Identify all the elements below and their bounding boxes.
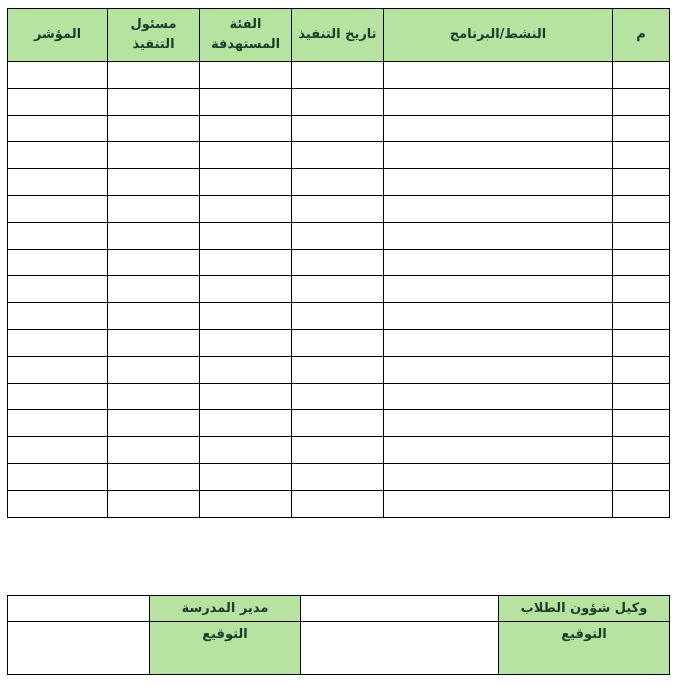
signature-table [7,595,670,675]
cell-number[interactable] [613,276,670,303]
cell-activity[interactable] [384,62,613,89]
cell-responsible[interactable] [108,115,200,142]
student-affairs-signature-cell[interactable] [301,622,499,675]
table-row [8,383,670,410]
table-row [8,249,670,276]
cell-responsible[interactable] [108,169,200,196]
cell-number[interactable] [613,169,670,196]
header-responsible [108,9,200,62]
table-row [8,142,670,169]
table-row [8,490,670,517]
cell-target-group[interactable] [200,195,292,222]
cell-indicator[interactable] [8,410,108,437]
cell-indicator[interactable] [8,329,108,356]
table-row [8,62,670,89]
cell-responsible[interactable] [108,437,200,464]
cell-indicator[interactable] [8,115,108,142]
cell-activity[interactable] [384,356,613,383]
cell-target-group[interactable] [200,356,292,383]
principal-signature-cell[interactable] [8,622,150,675]
cell-execution-date[interactable] [292,329,384,356]
cell-indicator[interactable] [8,62,108,89]
cell-execution-date[interactable] [292,249,384,276]
header-responsible-line1: مسئول [130,17,177,32]
cell-indicator[interactable] [8,383,108,410]
cell-target-group[interactable] [200,329,292,356]
table-row [8,356,670,383]
cell-execution-date[interactable] [292,222,384,249]
cell-indicator[interactable] [8,276,108,303]
table-row [8,437,670,464]
cell-execution-date[interactable] [292,463,384,490]
cell-number[interactable] [613,437,670,464]
cell-activity[interactable] [384,410,613,437]
cell-indicator[interactable] [8,169,108,196]
header-target-line1: الفئة [229,17,262,32]
cell-target-group[interactable] [200,222,292,249]
cell-activity[interactable] [384,276,613,303]
cell-number[interactable] [613,490,670,517]
cell-execution-date[interactable] [292,169,384,196]
cell-number[interactable] [613,115,670,142]
cell-number[interactable] [613,410,670,437]
cell-target-group[interactable] [200,249,292,276]
cell-activity[interactable] [384,437,613,464]
cell-target-group[interactable] [200,62,292,89]
cell-responsible[interactable] [108,88,200,115]
cell-activity[interactable] [384,490,613,517]
cell-responsible[interactable] [108,490,200,517]
cell-activity[interactable] [384,383,613,410]
cell-number[interactable] [613,222,670,249]
header-number: م [613,9,670,62]
cell-activity[interactable] [384,463,613,490]
table-row [8,303,670,330]
student-affairs-signature-label: التوقيع [499,622,670,675]
cell-activity[interactable] [384,303,613,330]
cell-indicator[interactable] [8,356,108,383]
cell-execution-date[interactable] [292,115,384,142]
cell-execution-date[interactable] [292,303,384,330]
cell-execution-date[interactable] [292,142,384,169]
cell-activity[interactable] [384,249,613,276]
cell-number[interactable] [613,463,670,490]
cell-target-group[interactable] [200,437,292,464]
cell-responsible[interactable] [108,142,200,169]
cell-responsible[interactable] [108,62,200,89]
cell-activity[interactable] [384,142,613,169]
cell-number[interactable] [613,356,670,383]
cell-activity[interactable] [384,169,613,196]
table-row [8,329,670,356]
table-row [8,169,670,196]
cell-execution-date[interactable] [292,410,384,437]
cell-target-group[interactable] [200,463,292,490]
header-activity: النشط/البرنامج [384,9,613,62]
signature-row [8,622,670,675]
cell-target-group[interactable] [200,490,292,517]
cell-activity[interactable] [384,222,613,249]
cell-responsible[interactable] [108,463,200,490]
cell-execution-date[interactable] [292,490,384,517]
student-affairs-title: وكيل شؤون الطلاب [499,596,670,622]
header-target-line2: المستهدفة [210,37,281,52]
cell-indicator[interactable] [8,88,108,115]
table-row [8,195,670,222]
table-row [8,222,670,249]
cell-activity[interactable] [384,195,613,222]
cell-number[interactable] [613,62,670,89]
cell-number[interactable] [613,383,670,410]
cell-number[interactable] [613,142,670,169]
cell-target-group[interactable] [200,88,292,115]
student-affairs-name-cell[interactable] [301,596,499,622]
table-row [8,410,670,437]
cell-responsible[interactable] [108,249,200,276]
cell-target-group[interactable] [200,169,292,196]
cell-responsible[interactable] [108,276,200,303]
cell-indicator[interactable] [8,463,108,490]
plan-table-body [8,62,670,518]
table-row [8,276,670,303]
principal-name-cell[interactable] [8,596,150,622]
cell-execution-date[interactable] [292,356,384,383]
cell-responsible[interactable] [108,383,200,410]
table-row [8,115,670,142]
cell-responsible[interactable] [108,329,200,356]
cell-indicator[interactable] [8,437,108,464]
cell-execution-date[interactable] [292,62,384,89]
cell-number[interactable] [613,88,670,115]
cell-number[interactable] [613,195,670,222]
cell-indicator[interactable] [8,490,108,517]
cell-target-group[interactable] [200,115,292,142]
header-responsible-line2: التنفيذ [132,37,175,52]
cell-execution-date[interactable] [292,276,384,303]
cell-indicator[interactable] [8,222,108,249]
header-indicator: المؤشر [8,9,108,62]
cell-responsible[interactable] [108,222,200,249]
cell-activity[interactable] [384,88,613,115]
cell-indicator[interactable] [8,303,108,330]
cell-target-group[interactable] [200,383,292,410]
cell-responsible[interactable] [108,410,200,437]
cell-indicator[interactable] [8,195,108,222]
header-execution-date: تاريخ التنفيذ [292,9,384,62]
table-row [8,463,670,490]
cell-execution-date[interactable] [292,437,384,464]
cell-execution-date[interactable] [292,383,384,410]
cell-execution-date[interactable] [292,195,384,222]
principal-signature-label: التوقيع [150,622,301,675]
cell-activity[interactable] [384,115,613,142]
cell-indicator[interactable] [8,249,108,276]
cell-responsible[interactable] [108,356,200,383]
cell-responsible[interactable] [108,195,200,222]
cell-activity[interactable] [384,329,613,356]
header-row [8,9,670,62]
signature-title-row [8,596,670,622]
header-target-group [200,9,292,62]
cell-number[interactable] [613,303,670,330]
cell-responsible[interactable] [108,303,200,330]
cell-indicator[interactable] [8,142,108,169]
cell-target-group[interactable] [200,410,292,437]
cell-target-group[interactable] [200,303,292,330]
cell-execution-date[interactable] [292,88,384,115]
table-row [8,88,670,115]
principal-title: مدير المدرسة [150,596,301,622]
cell-target-group[interactable] [200,142,292,169]
cell-number[interactable] [613,249,670,276]
cell-target-group[interactable] [200,276,292,303]
cell-number[interactable] [613,329,670,356]
activity-plan-table [7,8,670,518]
